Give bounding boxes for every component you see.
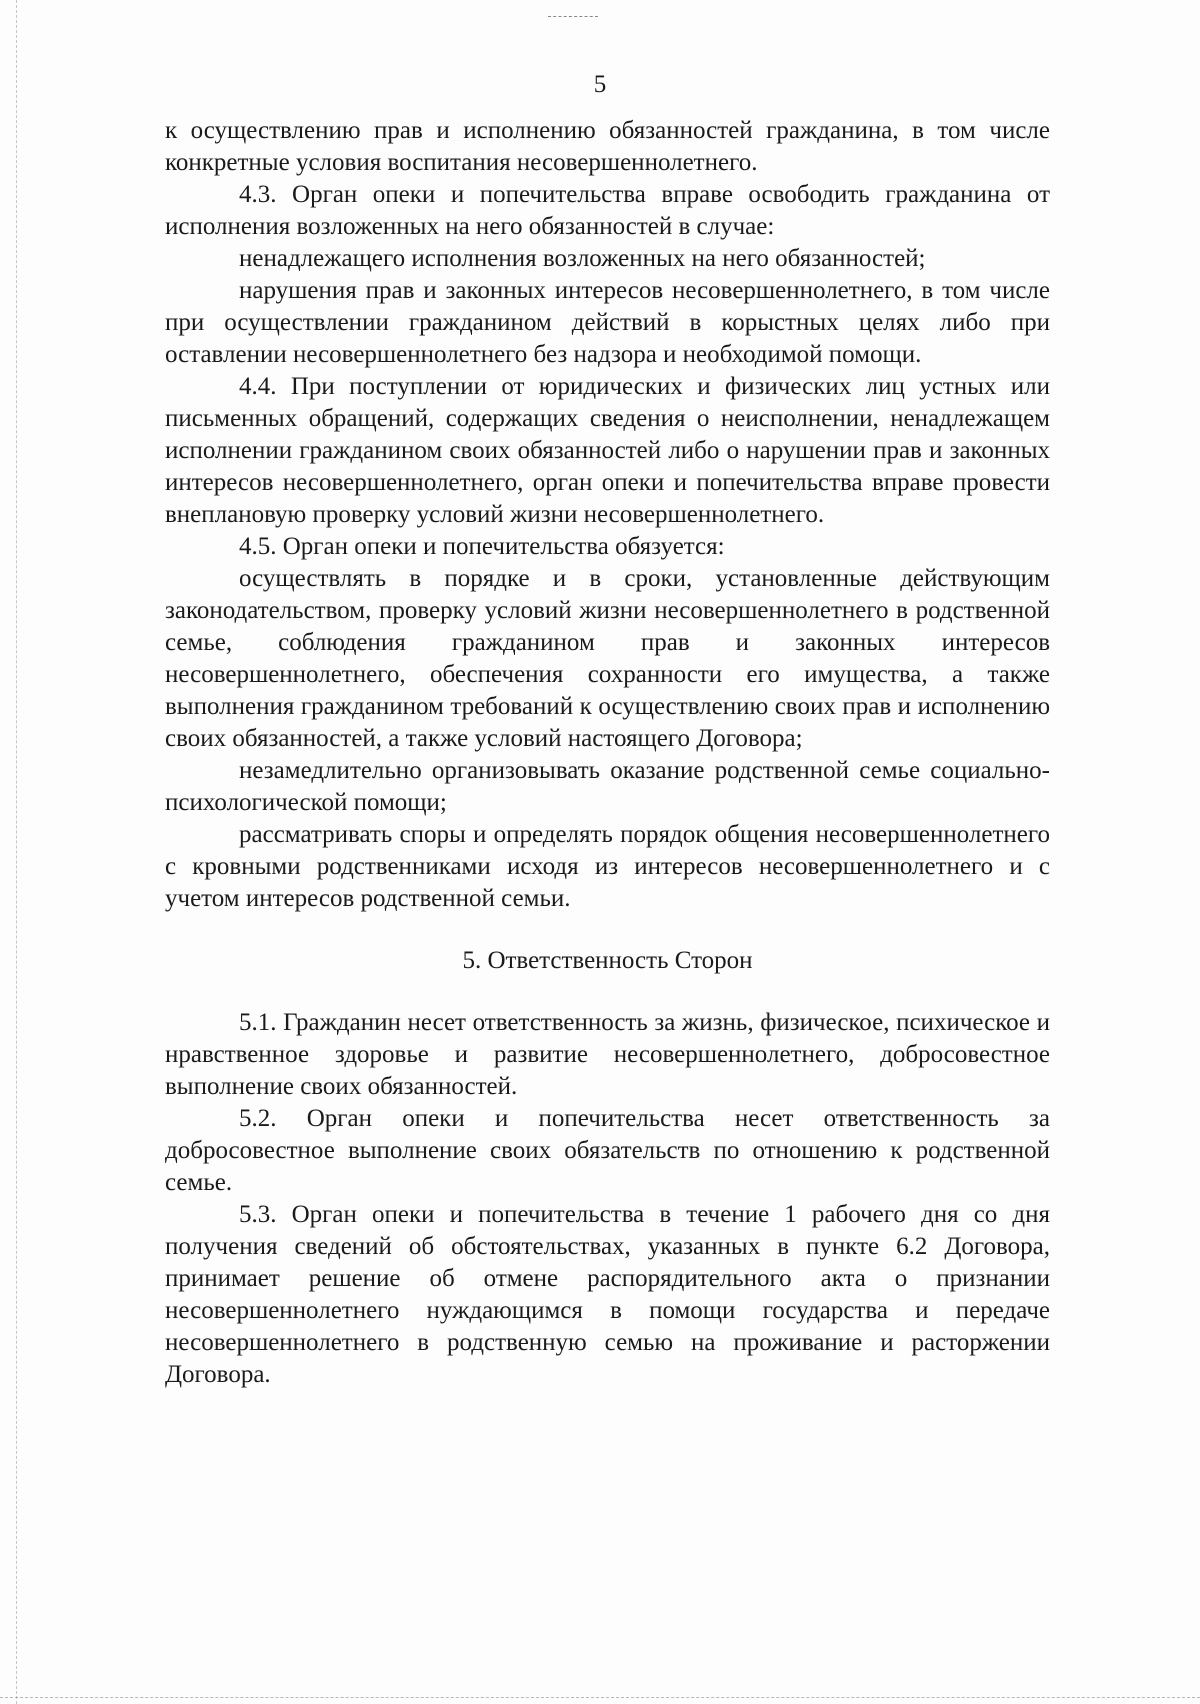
scan-mark-top: [548, 16, 598, 17]
section-heading: 5. Ответственность Сторон: [462, 947, 753, 974]
paragraph-5-2: 5.2. Орган опеки и попечительства несет ответственность за добросовестное выполнение своих обязательств по отношению к родственной семье.: [165, 1105, 1050, 1196]
list-item: незамедлительно организовывать оказание родственной семье социально-психологической помощи;: [165, 757, 1050, 816]
paragraph: к осуществлению прав и исполнению обязанностей гражданина, в том числе конкретные условия воспитания несовершеннолетнего.: [165, 117, 1050, 176]
list-item: нарушения прав и законных интересов несовершеннолетнего, в том числе при осуществлении гражданином действий в корыстных целях либо при оставлении несовершеннолетнего без надзора и необходимой помощи.: [165, 277, 1050, 368]
paragraph-4-3: 4.3. Орган опеки и попечительства вправе освободить гражданина от исполнения возложенных на него обязанностей в случае:: [165, 181, 1050, 240]
paragraph-5-1: 5.1. Гражданин несет ответственность за жизнь, физическое, психическое и нравственное здоровье и развитие несовершеннолетнего, добросовестное выполнение своих обязанностей.: [165, 1009, 1050, 1100]
list-item: ненадлежащего исполнения возложенных на него обязанностей;: [239, 245, 926, 272]
scan-edge-left: [16, 0, 17, 1704]
paragraph-5-3: 5.3. Орган опеки и попечительства в течение 1 рабочего дня со дня получения сведений об обстоятельствах, указанных в пункте 6.2 Договора, принимает решение об отмене распорядительного акта о признании несовершеннолетнего нуждающимся в помощи государства и передаче несовершеннолетнего в родственную семью на проживание и расторжении Договора.: [165, 1201, 1050, 1388]
paragraph-4-5: 4.5. Орган опеки и попечительства обязуется:: [239, 533, 725, 560]
scan-edge-bottom: [0, 1697, 1200, 1698]
paragraph-4-4: 4.4. При поступлении от юридических и физических лиц устных или письменных обращений, содержащих сведения о неисполнении, ненадлежащем исполнении гражданином своих обязанностей либо о нарушении прав и законных интересов несовершеннолетнего, орган опеки и попечительства вправе провести внеплановую проверку условий жизни несовершеннолетнего.: [165, 373, 1050, 528]
page-number: 5: [593, 71, 607, 98]
list-item: осуществлять в порядке и в сроки, установленные действующим законодательством, проверку условий жизни несовершеннолетнего в родственной семье, соблюдения гражданином прав и законных интересов несовершеннолетнего, обеспечения сохранности его имущества, а также выполнения гражданином требований к осуществлению своих прав и исполнению своих обязанностей, а также условий настоящего Договора;: [165, 565, 1050, 752]
list-item: рассматривать споры и определять порядок общения несовершеннолетнего с кровными родственниками исходя из интересов несовершеннолетнего и с учетом интересов родственной семьи.: [165, 821, 1050, 912]
document-body: [165, 115, 1050, 1391]
